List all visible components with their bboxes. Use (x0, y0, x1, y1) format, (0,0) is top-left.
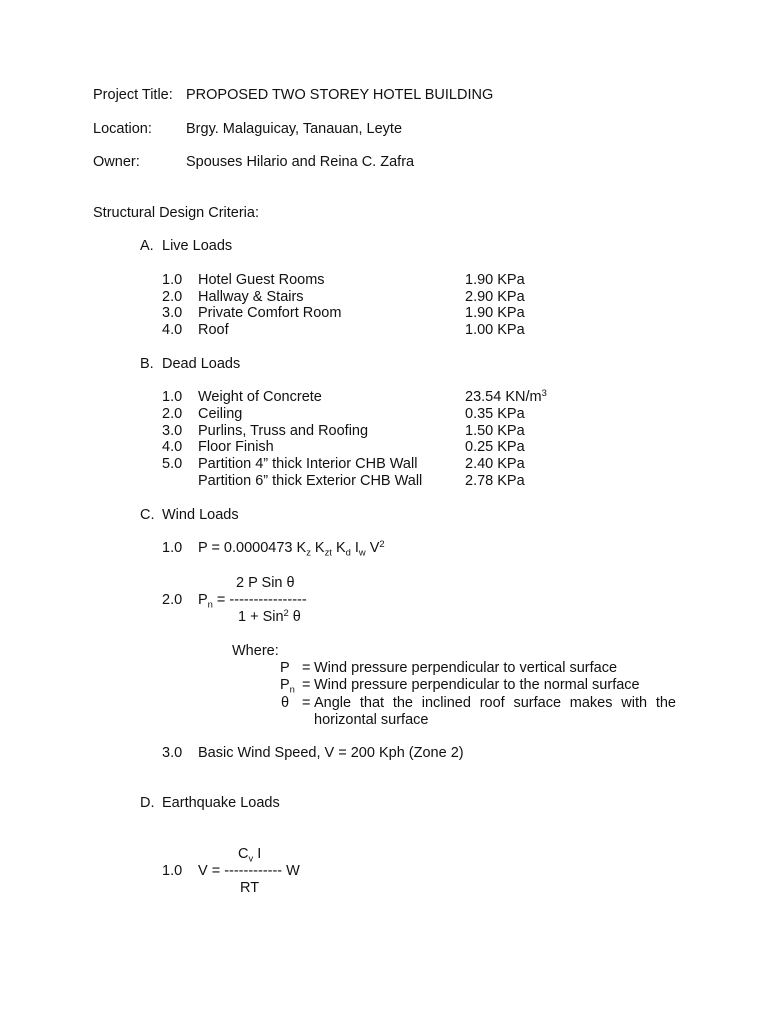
dead-load-label: Floor Finish (198, 439, 274, 455)
dead-load-value: 0.35 KPa (465, 406, 525, 422)
def-symbol: $P_n$ (280, 677, 295, 695)
live-load-value: 1.00 KPa (465, 322, 525, 338)
dead-load-label: Purlins, Truss and Roofing (198, 423, 369, 439)
dead-load-value: 2.78 KPa (465, 473, 525, 489)
live-load-num: 3.0 (162, 305, 183, 321)
dead-load-label: Partition 4” thick Interior CHB Wall (198, 456, 418, 472)
normal-pressure-numerator: 2 P Sin θ (236, 575, 295, 591)
location-label: Location: (93, 121, 152, 137)
dead-load-label: Ceiling (198, 406, 243, 422)
dead-load-value: 2.40 KPa (465, 456, 525, 472)
dead-load-value: 1.50 KPa (465, 423, 525, 439)
project-title-label: Project Title: (93, 87, 173, 103)
dead-load-num: 3.0 (162, 423, 183, 439)
live-load-num: 2.0 (162, 289, 183, 305)
live-load-value: 1.90 KPa (465, 272, 525, 288)
def-equals: = (302, 660, 311, 676)
criteria-heading: Structural Design Criteria: (93, 205, 259, 221)
dead-load-label: Partition 6” thick Exterior CHB Wall (198, 473, 423, 489)
live-load-label: Hallway & Stairs (198, 289, 304, 305)
base-shear-numerator: $C_v$ I (238, 846, 262, 864)
def-symbol: θ (281, 695, 290, 711)
dead-loads-title: Dead Loads (162, 356, 241, 372)
where-label: Where: (232, 643, 279, 659)
dead-load-num: 1.0 (162, 389, 183, 405)
live-load-num: 1.0 (162, 272, 183, 288)
live-load-label: Private Comfort Room (198, 305, 342, 321)
project-title-value: PROPOSED TWO STOREY HOTEL BUILDING (186, 87, 494, 103)
live-loads-letter: A. (140, 238, 154, 254)
wind-formula-2-num: 2.0 (162, 592, 183, 608)
live-load-label: Hotel Guest Rooms (198, 272, 325, 288)
earthquake-loads-letter: D. (140, 795, 155, 811)
dead-load-label: Weight of Concrete (198, 389, 322, 405)
def-equals: = (302, 677, 311, 693)
earthquake-formula-1-num: 1.0 (162, 863, 183, 879)
live-load-value: 1.90 KPa (465, 305, 525, 321)
owner-label: Owner: (93, 154, 140, 170)
dead-load-value: 23.54 $KN/m^3$ (465, 386, 547, 405)
def-text: Wind pressure perpendicular to the normal surface (314, 677, 640, 693)
live-load-num: 4.0 (162, 322, 183, 338)
location-value: Brgy. Malaguicay, Tanauan, Leyte (186, 121, 403, 137)
earthquake-loads-title: Earthquake Loads (162, 795, 280, 811)
dead-load-num: 2.0 (162, 406, 183, 422)
wind-loads-title: Wind Loads (162, 507, 239, 523)
live-load-label: Roof (198, 322, 229, 338)
dead-load-num: 4.0 (162, 439, 183, 455)
def-text: Angle that the inclined roof surface makes with the horizontal surface (314, 695, 676, 728)
normal-pressure-lhs: $P_n$ = ---------------- (198, 592, 307, 610)
wind-loads-letter: C. (140, 507, 155, 523)
basic-wind-speed: Basic Wind Speed, V = 200 Kph (Zone 2) (198, 745, 464, 761)
def-equals: = (302, 695, 311, 711)
live-load-value: 2.90 KPa (465, 289, 525, 305)
def-symbol: P (280, 660, 290, 676)
live-loads-title: Live Loads (162, 238, 233, 254)
wind-formula-3-num: 3.0 (162, 745, 183, 761)
wind-formula-1-num: 1.0 (162, 540, 183, 556)
def-text: Wind pressure perpendicular to vertical surface (314, 660, 618, 676)
cubic-superscript: 3 (541, 386, 547, 398)
base-shear-denominator: RT (240, 880, 260, 896)
normal-pressure-denominator: 1 + Sin$^2$ θ (238, 606, 301, 625)
owner-value: Spouses Hilario and Reina C. Zafra (186, 154, 415, 170)
base-shear-formula: V = ------------ W (198, 863, 300, 879)
wind-pressure-formula: P = 0.0000473 $K_z$ $K_{zt}$ $K_d$ $I_w$ $V^2$ (198, 537, 385, 558)
dead-load-value: 0.25 KPa (465, 439, 525, 455)
dead-loads-letter: B. (140, 356, 154, 372)
dead-load-num: 5.0 (162, 456, 183, 472)
